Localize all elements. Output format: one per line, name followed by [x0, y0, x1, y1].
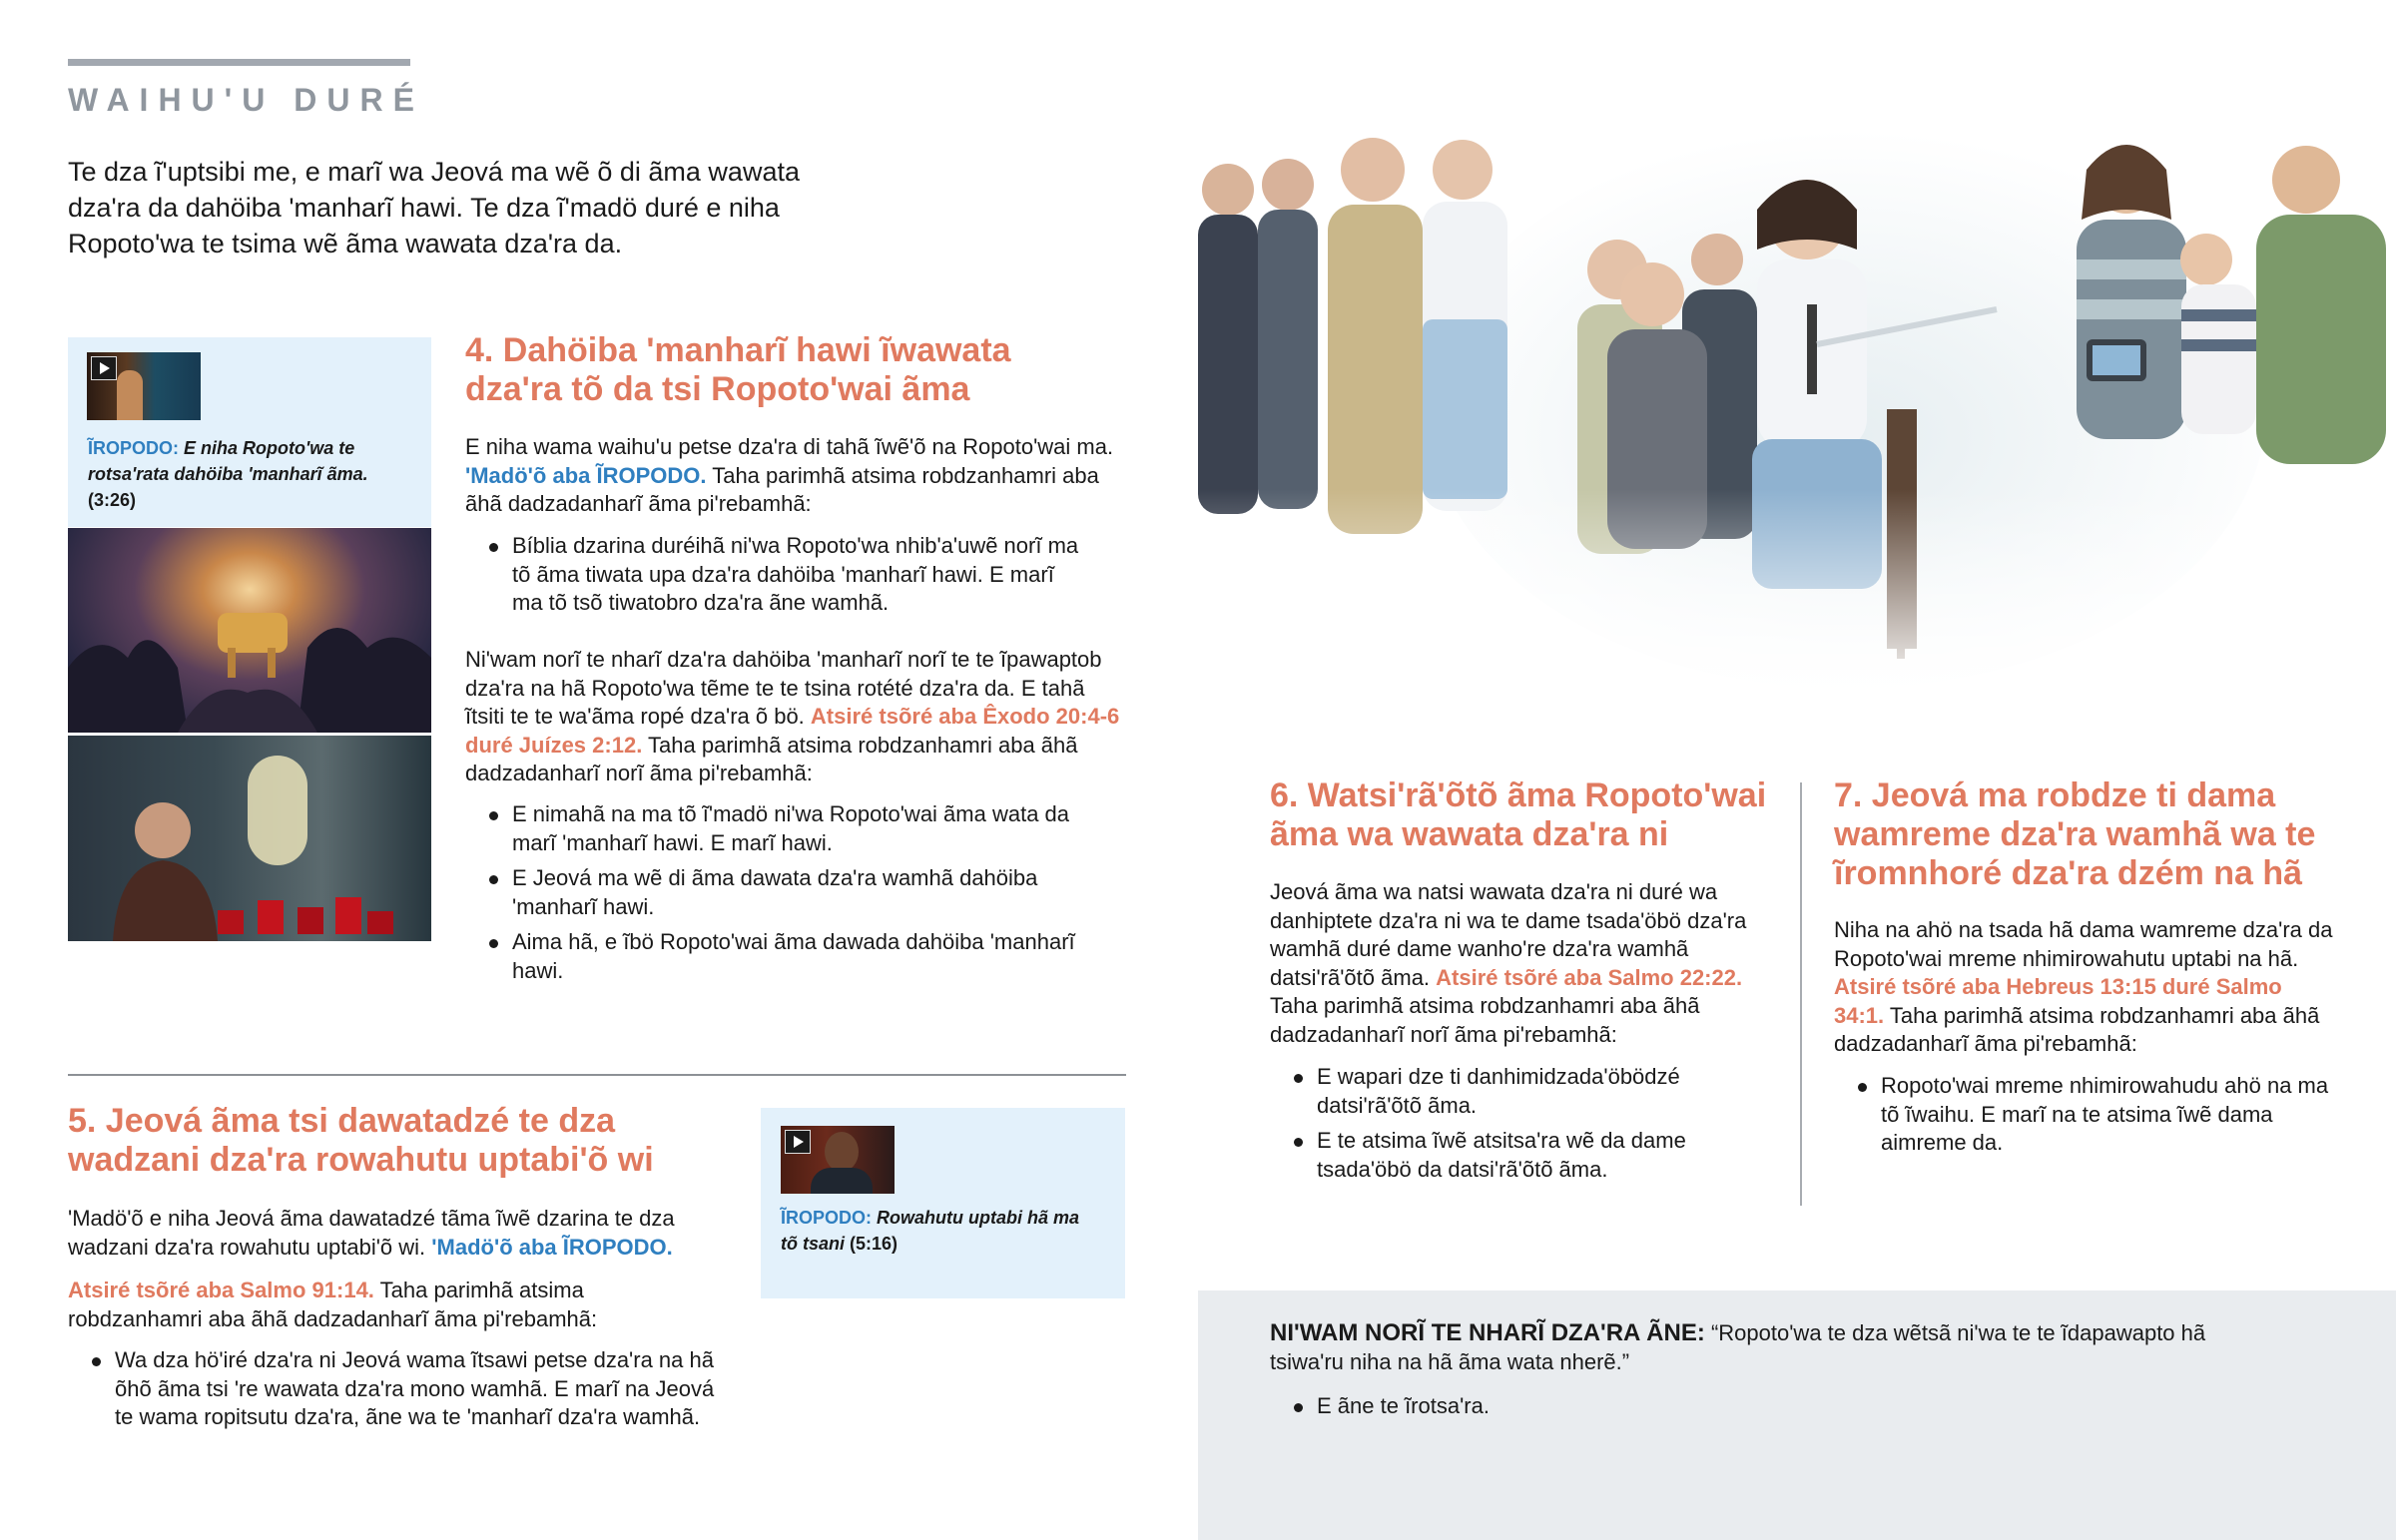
section-divider [68, 1074, 1126, 1076]
scripture-reference[interactable]: Atsiré tsõré aba Hebreus 13:15 duré Salmo 34:1. [1834, 974, 2282, 1028]
section-4-title: 4. Dahöiba 'manharĩ hawi ĩwawata dza'ra tõ da tsi Ropoto'wai ãma [465, 331, 1011, 408]
objection-quote: “Ropoto'wa te dza wẽtsã ni'wa te te ĩdapawapto hã tsiwa'ru niha na hã ãma wata nherẽ.” [1270, 1320, 2206, 1374]
scripture-reference[interactable]: Atsiré tsõré aba Salmo 91:14. [68, 1278, 374, 1302]
list-item: E te atsima ĩwẽ atsitsa'ra wẽ da dame tsada'öbö da datsi'rã'õtõ ãma. [1270, 1127, 1769, 1184]
video-thumbnail-2[interactable] [781, 1126, 895, 1194]
section-4-question-intro: Taha parimhã atsima robdzanhamri aba ãhã dadzadanharĩ ãma pi'rebamhã: [465, 462, 1099, 516]
scripture-reference[interactable]: Atsiré tsõré aba Êxodo 20:4-6 duré Juízes 2:12. [465, 704, 1120, 758]
section-5-paragraph-2 [68, 1277, 707, 1333]
video-box-2[interactable] [761, 1108, 1125, 1298]
section-4-question-intro: Taha parimhã atsima robdzanhamri aba ãhã dadzadanharĩ norĩ ãma pi'rebamhã: [465, 732, 1078, 785]
play-icon[interactable] [91, 356, 117, 380]
section-5-title: 5. Jeová ãma tsi dawatadzé te dza wadzani dza'ra rowahutu uptabi'õ wi [68, 1102, 654, 1179]
section-kicker: WAIHU'U DURÉ [68, 82, 424, 118]
header-rule [68, 59, 410, 66]
video-box-1[interactable] [68, 337, 431, 527]
illustration-congregation [1198, 110, 2396, 699]
section-7-question-intro: Taha parimhã atsima robdzanhamri aba ãhã dadzadanharĩ ãma pi'rebamhã: [1834, 1002, 2320, 1056]
list-item: Ropoto'wai mreme nhimirowahudu ahö na ma tõ ĩwaihu. E marĩ na te atsima ĩwẽ dama aimreme da. [1834, 1072, 2343, 1158]
section-4-list-1 [465, 532, 1084, 618]
section-6-paragraph-1 [1270, 878, 1769, 1049]
section-4-paragraph-1 [465, 433, 1124, 519]
watch-video-link[interactable]: 'Madö'õ aba ĨROPODO. [465, 462, 707, 488]
section-6-title: 6. Watsi'rã'õtõ ãma Ropoto'wai ãma wa wawata dza'ra ni [1270, 776, 1767, 853]
candles-and-window [68, 736, 431, 941]
list-item: E ãne te ĩrotsa'ra. [1270, 1392, 2168, 1421]
section-4-list-2 [465, 800, 1114, 985]
section-6-text: Jeová ãma wa natsi wawata dza'ra ni duré wa danhiptete dza'ra ni wa te dame tsada'öbö dza'ra wamhã duré dame wanho're dza'ra wamhã datsi'rã'õtõ ãma. [1270, 879, 1747, 990]
column-divider [1800, 782, 1802, 1206]
video-thumbnail-1[interactable] [87, 352, 201, 420]
section-7-list-1 [1834, 1072, 2343, 1158]
video-caption-1[interactable] [88, 435, 417, 513]
play-icon[interactable] [785, 1130, 811, 1154]
list-item: E wapari dze ti danhimidzada'öbödzé datsi'rã'õtõ ãma. [1270, 1063, 1769, 1120]
watch-video-link[interactable]: 'Madö'õ aba ĨROPODO. [431, 1234, 673, 1260]
section-7-paragraph-1 [1834, 916, 2333, 1059]
section-5-list-1 [68, 1346, 717, 1432]
list-item: Aima hã, e ĩbö Ropoto'wai ãma dawada dahöiba 'manharĩ hawi. [465, 928, 1114, 985]
section-4-paragraph-2 [465, 646, 1124, 788]
objection-statement [1270, 1319, 2228, 1376]
list-item: Wa dza hö'iré dza'ra ni Jeová wama ĩtsawi petse dza'ra na hã õhõ ãma tsi 're wawata dza'ra mono wamhã. E marĩ na Jeová te wama ropitsutu dza'ra, ãne wa te 'manharĩ dza'ra wamhã. [68, 1346, 717, 1432]
section-5-text: 'Madö'õ e niha Jeová ãma dawatadzé tãma ĩwẽ dzarina te dza wadzani dza'ra rowahutu uptabi'õ wi. [68, 1206, 675, 1260]
video-duration: (5:16) [850, 1234, 898, 1254]
section-6-question-intro: Taha parimhã atsima robdzanhamri aba ãhã dadzadanharĩ norĩ ãma pi'rebamhã: [1270, 993, 1700, 1047]
section-4-text: Ni'wam norĩ te nharĩ dza'ra dahöiba 'manharĩ norĩ te te ĩpawaptob dza'ra na hã Ropoto'wa tẽme te te tsina rotété dza'ra da. E tahã ĩtsiti te te wa'ãma ropé dza'ra õ bö. [465, 647, 1102, 729]
list-item: Bíblia dzarina duréihã ni'wa Ropoto'wa nhib'a'uwẽ norĩ ma tõ ãma tiwata upa dza'ra dahöiba 'manharĩ hawi. E marĩ ma tõ tsõ tiwatobro dza'ra ãne wamhã. [465, 532, 1084, 618]
list-item: E nimahã na ma tõ ĩ'madö ni'wa Ropoto'wai ãma wata da marĩ 'manharĩ hawi. E marĩ hawi. [465, 800, 1114, 857]
video-caption-2[interactable] [781, 1205, 1100, 1257]
video-title: Rowahutu uptabi hã ma tõ tsani [781, 1208, 1080, 1254]
intro-paragraph: Te dza ĩ'uptsibi me, e marĩ wa Jeová ma wẽ õ di ãma wawata dza'ra da dahöiba 'manharĩ hawi. Te dza ĩ'madö duré e niha Ropoto'wa te tsima wẽ ãma wawata dza'ra da. [68, 157, 800, 258]
video-title: E niha Ropoto'wa te rotsa'rata dahöiba 'manharĩ ãma. [88, 438, 368, 484]
list-item: E Jeová ma wẽ di ãma dawata dza'ra wamhã dahöiba 'manharĩ hawi. [465, 864, 1114, 921]
objection-label: NI'WAM NORĨ TE NHARĨ DZA'RA ÃNE: [1270, 1319, 1705, 1346]
section-7-text: Niha na ahö na tsada hã dama wamreme dza'ra da Ropoto'wai mreme nhimirowahutu uptabi na hã. [1834, 917, 2333, 971]
illustration-golden-calf [68, 528, 431, 733]
thumbnail-figure [117, 370, 143, 420]
section-4-text: E niha wama waihu'u petse dza'ra di tahã ĩwẽ'õ na Ropoto'wai ma. [465, 434, 1114, 459]
video-duration: (3:26) [88, 490, 137, 510]
section-5-paragraph-1 [68, 1205, 707, 1262]
section-6-list-1 [1270, 1063, 1769, 1184]
video-label: ĨROPODO: [88, 438, 180, 458]
section-5-question-intro: Taha parimhã atsima robdzanhamri aba ãhã dadzadanharĩ ãma pi'rebamhã: [68, 1278, 598, 1331]
section-7-title: 7. Jeová ma robdze ti dama wamreme dza'ra wamhã wa te ĩromnhoré dza'ra dzém na hã [1834, 776, 2316, 892]
congregation-people [1198, 110, 2396, 699]
scripture-reference[interactable]: Atsiré tsõré aba Salmo 22:22. [1436, 964, 1743, 990]
crowd-silhouettes [68, 528, 431, 733]
thumbnail-face [825, 1132, 859, 1172]
objection-list [1270, 1392, 2168, 1421]
illustration-man-praying [68, 736, 431, 941]
video-label: ĨROPODO: [781, 1208, 873, 1228]
thumbnail-suit [811, 1168, 873, 1194]
